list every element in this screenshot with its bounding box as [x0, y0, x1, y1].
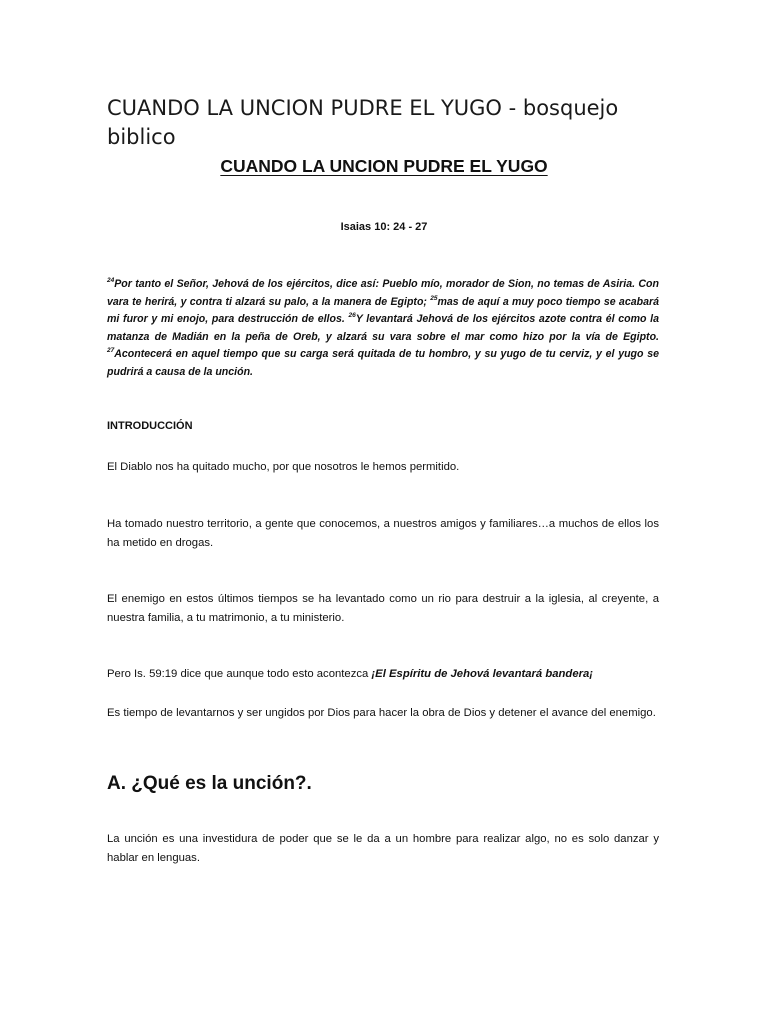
section-heading: A. ¿Qué es la unción?. [107, 773, 312, 794]
verse-text: Y levantará Jehová de los ejércitos azote contra él como la matanza de Madián en la peña de Oreb, y alzará su vara sobre el mar como hizo por la vía de Egipto. [107, 313, 660, 343]
paragraph-text: Pero Is. 59:19 dice que aunque todo esto acontezca [107, 668, 372, 680]
verse-text: mas de aquí a muy poco tiempo se acabará mi furor y mi enojo, para destrucción de ellos. [107, 295, 659, 325]
verse-number: 24 [107, 277, 115, 284]
sermon-heading: CUANDO LA UNCION PUDRE EL YUGO [220, 156, 548, 176]
introduction-label: INTRODUCCIÓN [107, 420, 193, 432]
verse-number: 26 [348, 312, 356, 319]
document-title: CUANDO LA UNCION PUDRE EL YUGO - bosquejo biblico [107, 96, 619, 149]
emphasized-quote: ¡El Espíritu de Jehová levantará bandera¡ [371, 668, 594, 680]
body-paragraph: El enemigo en estos últimos tiempos se ha levantado como un rio para destruir a la iglesia, al creyente, a nuestra familia, a tu matrimonio, a tu ministerio. [107, 593, 659, 624]
verse-text: Acontecerá en aquel tiempo que su carga será quitada de tu hombro, y su yugo de tu cerviz, y el yugo se pudrirá a causa de la unción. [107, 348, 659, 378]
body-paragraph [107, 665, 659, 684]
body-paragraph: Ha tomado nuestro territorio, a gente que conocemos, a nuestros amigos y familiares…a muchos de ellos los ha metido en drogas. [107, 518, 659, 549]
body-paragraph: El Diablo nos ha quitado mucho, por que nosotros le hemos permitido. [107, 461, 460, 473]
body-paragraph: Es tiempo de levantarnos y ser ungidos por Dios para hacer la obra de Dios y detener el avance del enemigo. [107, 707, 656, 719]
verse-text: Por tanto el Señor, Jehová de los ejércitos, dice así: Pueblo mío, morador de Sion, no temas de Asiria. Con vara te herirá, y contra ti alzará su palo, a la manera de Egipto; [107, 278, 659, 308]
verse-number: 27 [107, 347, 115, 354]
scripture-reference: Isaias 10: 24 - 27 [340, 221, 428, 233]
verse-number: 25 [430, 294, 438, 302]
scripture-passage [107, 276, 659, 381]
body-paragraph: La unción es una investidura de poder que se le da a un hombre para realizar algo, no es solo danzar y hablar en lenguas. [107, 833, 659, 864]
